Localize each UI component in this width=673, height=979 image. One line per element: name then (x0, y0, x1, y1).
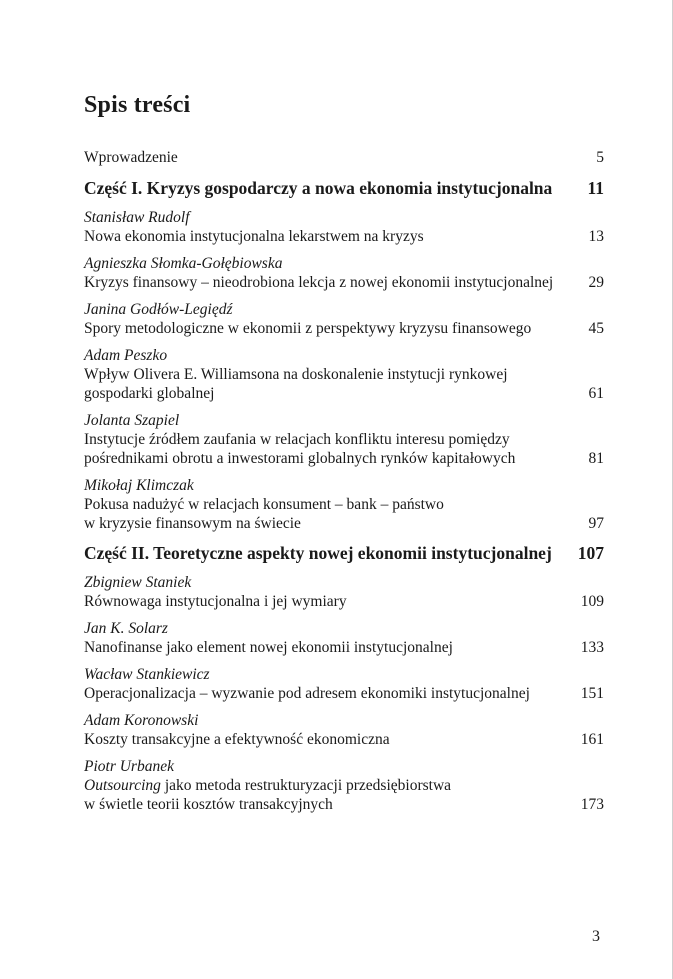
toc-entry-title-line: pośrednikami obrotu a inwestorami globalnych rynków kapitałowych (84, 450, 516, 467)
toc-entry-author: Adam Peszko (84, 347, 168, 364)
toc-entry-page: 45 (588, 320, 604, 337)
toc-entry-title-line: w kryzysie finansowym na świecie (84, 515, 301, 532)
toc-part-2 (84, 542, 604, 564)
toc-entry-author: Adam Koronowski (84, 712, 199, 729)
toc-entry-author: Janina Godłów-Legiędź (84, 301, 233, 318)
toc-entry (84, 411, 604, 468)
toc-entry (84, 665, 604, 703)
toc-entry (84, 757, 604, 814)
toc-entry-title: Operacjonalizacja – wyzwanie pod adresem ekonomiki instytucjonalnej (84, 685, 530, 702)
toc-entry-title-line: Pokusa nadużyć w relacjach konsument – bank – państwo (84, 496, 444, 513)
toc-entry-author: Jan K. Solarz (84, 620, 168, 637)
page-number: 3 (592, 928, 600, 945)
toc-entry-title-line: w świetle teorii kosztów transakcyjnych (84, 796, 333, 813)
toc-entry-author: Zbigniew Staniek (84, 574, 192, 591)
toc-entry-page: 61 (588, 385, 604, 402)
toc-entry-author: Agnieszka Słomka-Gołębiowska (84, 255, 283, 272)
toc-entry-author: Jolanta Szapiel (84, 412, 180, 429)
toc-item-page: 5 (596, 149, 604, 166)
toc-part-title: Część II. Teoretyczne aspekty nowej ekonomii instytucjonalnej (84, 543, 552, 563)
toc-entry (84, 476, 604, 533)
toc-entry-page: 97 (588, 515, 604, 532)
toc-entry-page: 81 (588, 450, 604, 467)
toc-entry-author: Stanisław Rudolf (84, 209, 190, 226)
toc-part-page: 107 (577, 543, 604, 563)
toc-entry-title-line (84, 776, 574, 795)
toc-entry-title: Spory metodologiczne w ekonomii z perspektywy kryzysu finansowego (84, 320, 532, 337)
toc-entry-author: Wacław Stankiewicz (84, 666, 210, 683)
toc-entry-page: 13 (588, 228, 604, 245)
toc-entry-page: 109 (580, 593, 604, 610)
toc-part-1 (84, 177, 604, 199)
toc-entry (84, 573, 604, 611)
toc-entry (84, 254, 604, 292)
toc-entry-author: Piotr Urbanek (84, 758, 174, 775)
toc-entry (84, 300, 604, 338)
toc-entry-title-italic: Outsourcing (84, 777, 161, 794)
toc-entry (84, 711, 604, 749)
toc-item-intro (84, 148, 604, 167)
toc-entry-author: Mikołaj Klimczak (84, 477, 194, 494)
page-title: Spis treści (84, 92, 191, 118)
toc-entry-title-line: Instytucje źródłem zaufania w relacjach konfliktu interesu pomiędzy (84, 431, 510, 448)
toc-entry-title: Nanofinanse jako element nowej ekonomii instytucjonalnej (84, 639, 453, 656)
toc-entry-title-rest: jako metoda restrukturyzacji przedsiębiorstwa (160, 777, 452, 794)
toc-part-title: Część I. Kryzys gospodarczy a nowa ekonomia instytucjonalna (84, 178, 553, 198)
toc-entry-page: 133 (580, 639, 604, 656)
toc-entry-title-line: gospodarki globalnej (84, 385, 215, 402)
toc-entry-page: 151 (580, 685, 604, 702)
toc-entry-page: 173 (580, 796, 604, 813)
toc-entry-title: Równowaga instytucjonalna i jej wymiary (84, 593, 347, 610)
toc-entry-title-line: Wpływ Olivera E. Williamsona na doskonalenie instytucji rynkowej (84, 366, 508, 383)
toc-entry-title: Koszty transakcyjne a efektywność ekonomiczna (84, 731, 390, 748)
table-of-contents (84, 148, 604, 814)
toc-entry-page: 29 (588, 274, 604, 291)
toc-entry-title: Nowa ekonomia instytucjonalna lekarstwem na kryzys (84, 228, 424, 245)
toc-item-title: Wprowadzenie (84, 149, 178, 166)
toc-entry-title: Kryzys finansowy – nieodrobiona lekcja z nowej ekonomii instytucjonalnej (84, 274, 554, 291)
toc-entry-page: 161 (580, 731, 604, 748)
toc-entry (84, 346, 604, 403)
toc-entry (84, 619, 604, 657)
toc-entry (84, 208, 604, 246)
toc-part-page: 11 (587, 178, 604, 198)
